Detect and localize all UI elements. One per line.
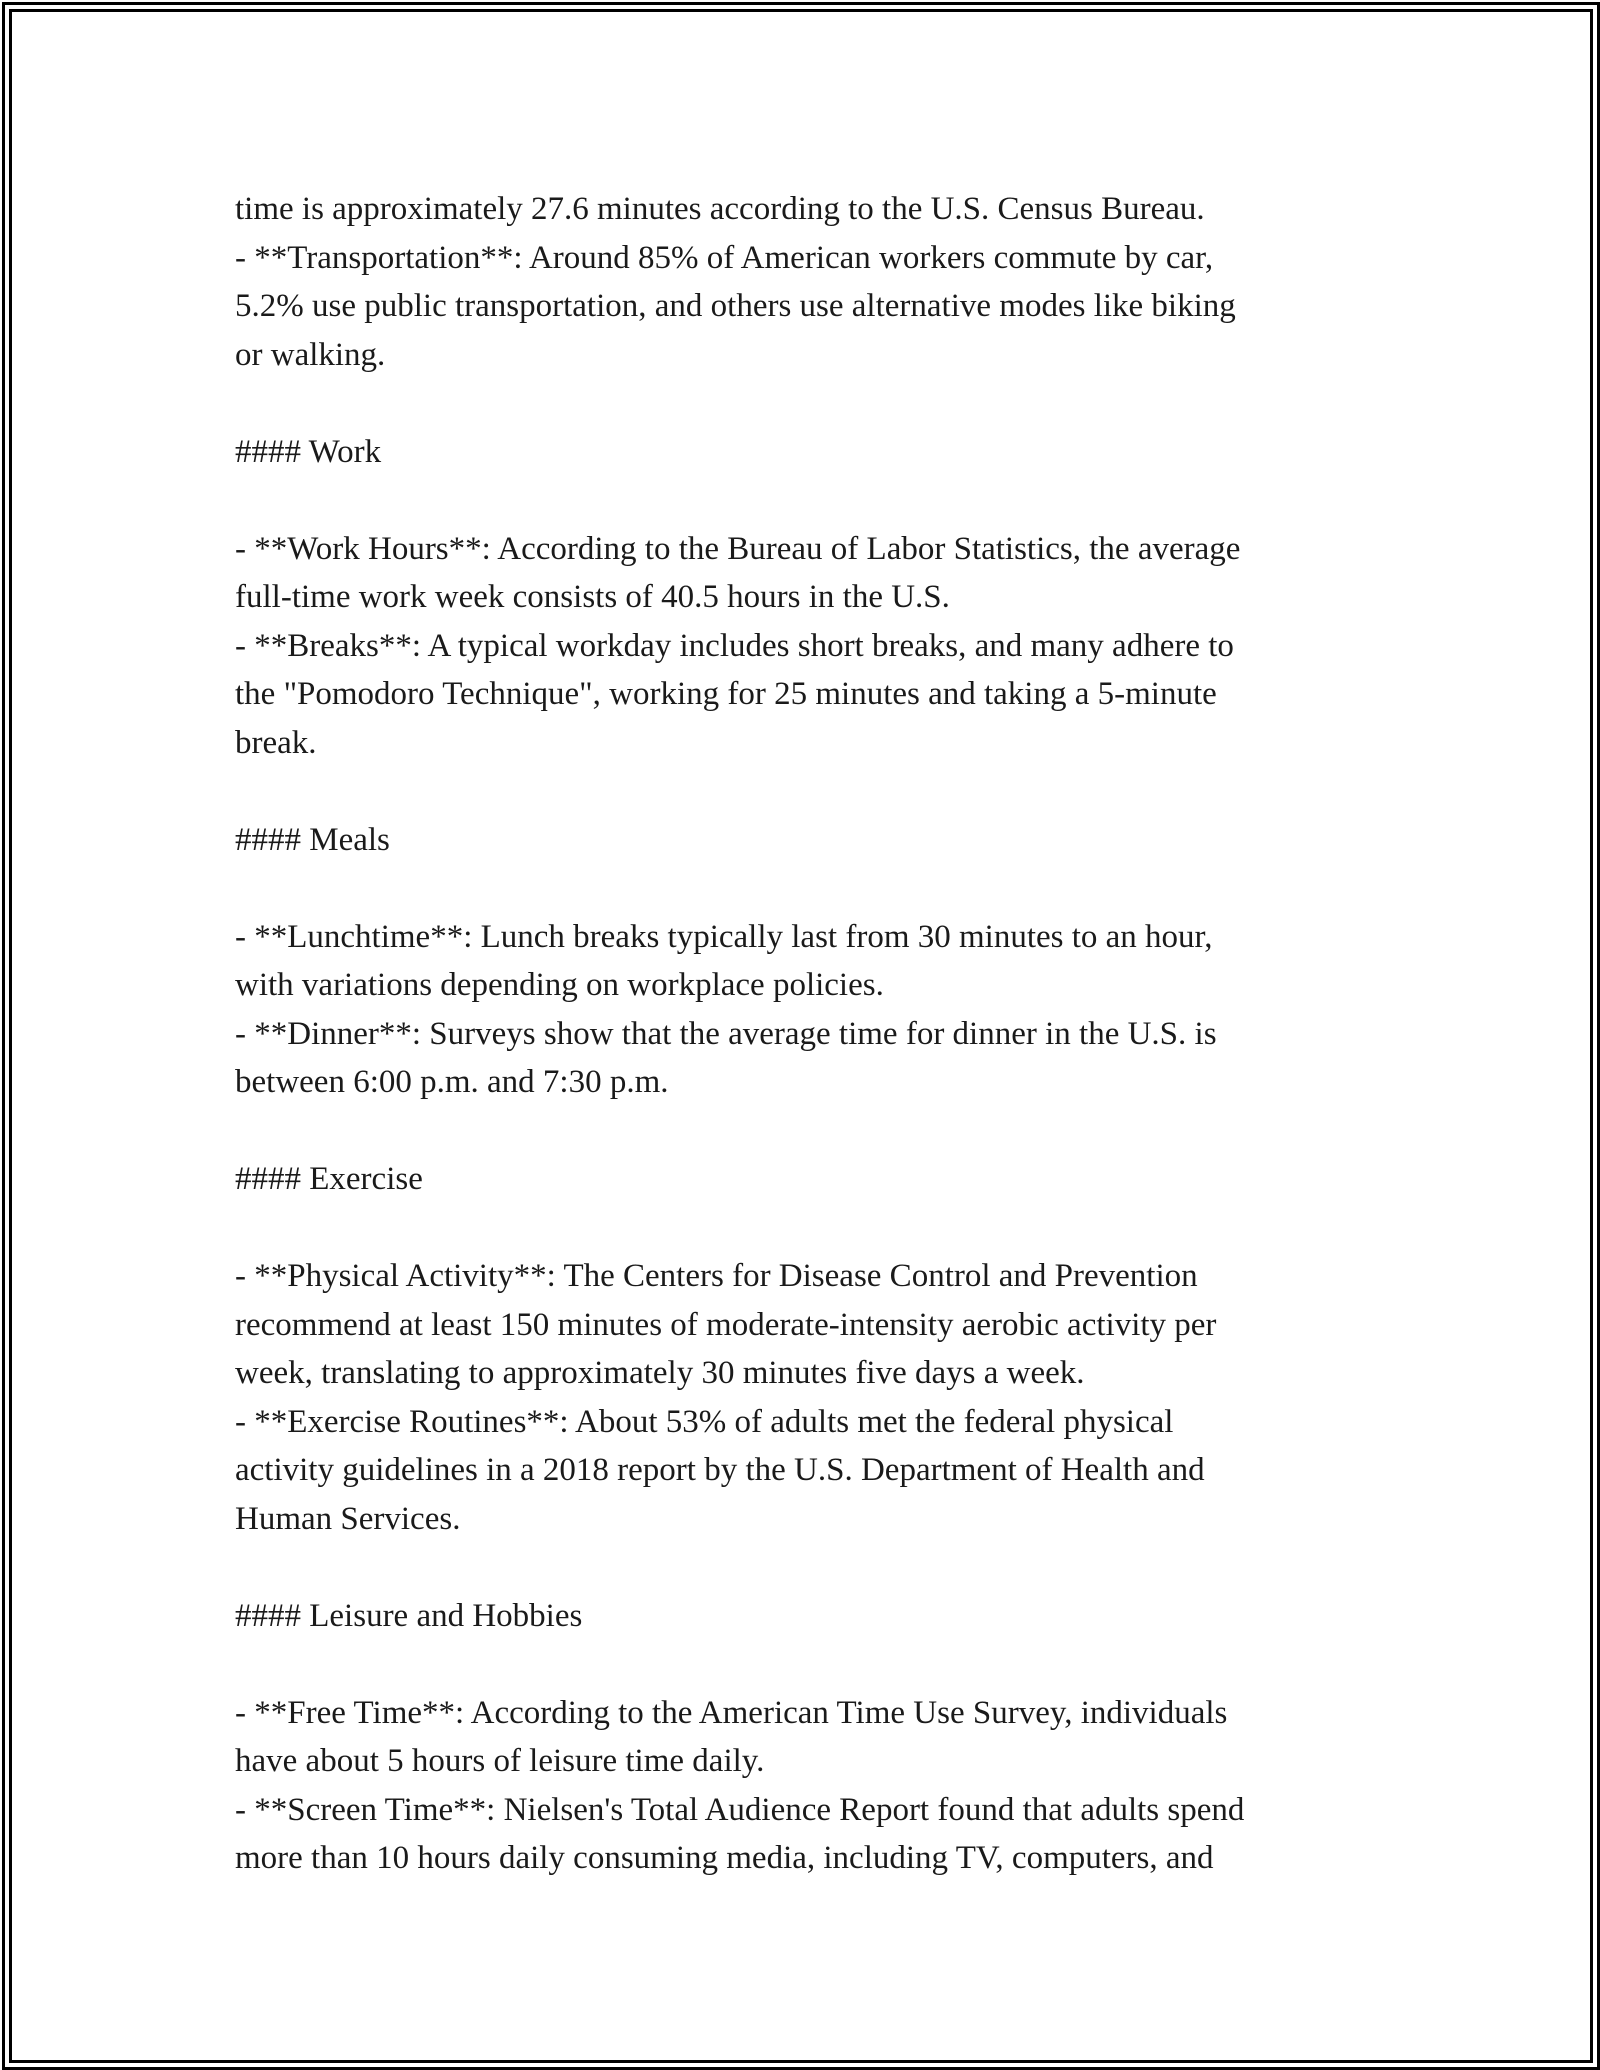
list-item-breaks: - **Breaks**: A typical workday includes short breaks, and many adhere to	[235, 627, 1234, 664]
list-item-lunchtime: - **Lunchtime**: Lunch breaks typically last from 30 minutes to an hour,	[235, 918, 1213, 955]
list-item-physical-activity: - **Physical Activity**: The Centers for Disease Control and Prevention	[235, 1258, 1198, 1294]
section-heading-meals: #### Meals	[235, 821, 390, 858]
blank-line	[235, 767, 1375, 816]
list-item-free-time: - **Free Time**: According to the American Time Use Survey, individuals	[235, 1694, 1228, 1731]
text-line: between 6:00 p.m. and 7:30 p.m.	[235, 1064, 669, 1100]
blank-line	[235, 864, 1375, 913]
document-body	[235, 185, 1375, 1883]
text-line: Human Services.	[235, 1500, 461, 1537]
text-line: more than 10 hours daily consuming media, including TV, computers, and	[235, 1840, 1214, 1876]
list-item-work-hours: - **Work Hours**: According to the Bureau of Labor Statistics, the average	[235, 530, 1241, 567]
blank-line	[235, 1204, 1375, 1253]
text-line: the "Pomodoro Technique", working for 25 minutes and taking a 5-minute	[235, 676, 1217, 712]
list-item-transportation: - **Transportation**: Around 85% of American workers commute by car,	[235, 239, 1214, 276]
section-heading-exercise: #### Exercise	[235, 1161, 423, 1197]
blank-line	[235, 476, 1375, 525]
text-line: full-time work week consists of 40.5 hours in the U.S.	[235, 579, 950, 615]
blank-line	[235, 1107, 1375, 1156]
text-line: break.	[235, 724, 317, 761]
section-heading-leisure: #### Leisure and Hobbies	[235, 1597, 583, 1634]
text-line: recommend at least 150 minutes of moderate-intensity aerobic activity per	[235, 1306, 1217, 1343]
text-line: with variations depending on workplace policies.	[235, 967, 884, 1003]
section-heading-work: #### Work	[235, 433, 382, 470]
text-line: week, translating to approximately 30 minutes five days a week.	[235, 1355, 1085, 1391]
blank-line	[235, 1543, 1375, 1592]
text-line: or walking.	[235, 336, 386, 373]
blank-line	[235, 1640, 1375, 1689]
text-line: activity guidelines in a 2018 report by the U.S. Department of Health and	[235, 1452, 1205, 1488]
text-line: 5.2% use public transportation, and others use alternative modes like biking	[235, 288, 1236, 324]
list-item-dinner: - **Dinner**: Surveys show that the average time for dinner in the U.S. is	[235, 1015, 1217, 1052]
text-line: have about 5 hours of leisure time daily.	[235, 1743, 765, 1779]
list-item-screen-time: - **Screen Time**: Nielsen's Total Audience Report found that adults spend	[235, 1791, 1245, 1828]
text-line: time is approximately 27.6 minutes according to the U.S. Census Bureau.	[235, 191, 1205, 227]
list-item-exercise-routines: - **Exercise Routines**: About 53% of adults met the federal physical	[235, 1403, 1174, 1440]
blank-line	[235, 379, 1375, 428]
